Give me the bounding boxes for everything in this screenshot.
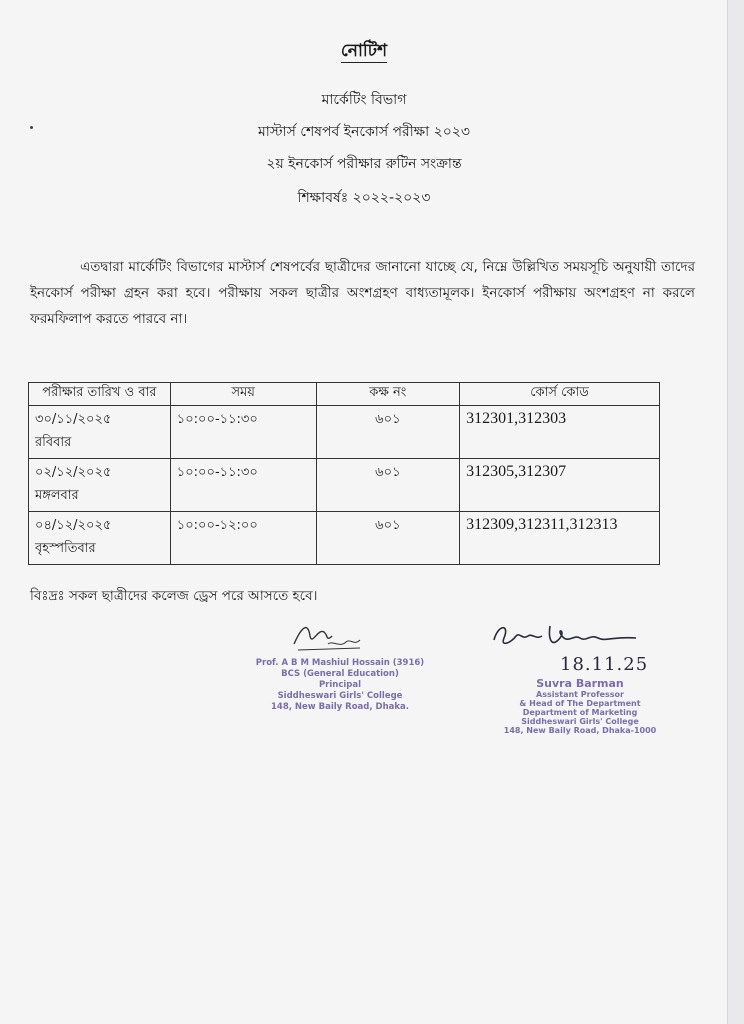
exam-date: ৩০/১১/২০২৫ [35, 412, 112, 427]
room-cell: ৬০১ [316, 512, 460, 565]
notice-title: নোটিশ [340, 41, 388, 61]
table-header-row [29, 383, 660, 406]
time-cell: ১০:০০-১১:৩০ [170, 459, 316, 512]
header-course-code: কোর্স কোড [460, 383, 660, 406]
head-department: Department of Marketing [522, 708, 638, 717]
header-date-day: পরীক্ষার তারিখ ও বার [29, 383, 171, 406]
table-row [29, 459, 660, 512]
exam-routine-table [28, 382, 660, 565]
principal-cadre: BCS (General Education) [281, 669, 399, 679]
head-name: Suvra Barman [536, 677, 624, 690]
table-row [29, 512, 660, 565]
principal-name: Prof. A B M Mashiul Hossain (3916) [255, 658, 425, 668]
stray-dot [30, 126, 33, 129]
dress-code-note: বিঃদ্রঃ সকল ছাত্রীদের কলেজ ড্রেস পরে আসতে হবে। [30, 588, 318, 604]
exam-date: ০৪/১২/২০২৫ [35, 518, 112, 533]
head-role: & Head of The Department [519, 699, 641, 708]
paper-edge [727, 0, 744, 1024]
exam-day: বৃহস্পতিবার [35, 541, 96, 556]
principal-title: Principal [318, 680, 362, 690]
exam-date: ০২/১২/২০২৫ [35, 465, 112, 480]
exam-day: মঙ্গলবার [35, 488, 79, 503]
notice-paragraph: এতদ্বারা মার্কেটিং বিভাগের মাস্টার্স শেষপর্বের ছাত্রীদের জানানো যাচ্ছে যে, নিম্নে উল্লিখিত সময়সূচি অনুযায়ী তাদের ইনকোর্স পরীক্ষা গ্রহন করা হবে। পরীক্ষায় সকল ছাত্রীর অংশগ্রহণ বাধ্যতামূলক। ইনকোর্স পরীক্ষায় অংশগ্রহণ না করলে ফরমফিলাপ করতে পারবে না। [30, 259, 695, 327]
head-signature [490, 618, 640, 654]
table-row [29, 406, 660, 459]
course-code-cell: 312309,312311,312313 [460, 512, 660, 565]
principal-signature [288, 618, 368, 654]
date-day-cell [29, 512, 171, 565]
room-cell: ৬০১ [316, 406, 460, 459]
date-day-cell [29, 459, 171, 512]
session-heading: শিক্ষাবর্ষঃ ২০২২-২০২৩ [297, 190, 431, 206]
department-heading: মার্কেটিং বিভাগ [321, 92, 407, 108]
routine-heading: ২য় ইনকোর্স পরীক্ষার রুটিন সংক্রান্ত [266, 156, 462, 172]
principal-seal [240, 658, 440, 713]
time-cell: ১০:০০-১২:০০ [170, 512, 316, 565]
head-seal [495, 678, 665, 735]
date-day-cell [29, 406, 171, 459]
course-code-cell: 312301,312303 [460, 406, 660, 459]
exam-day: রবিবার [35, 435, 72, 450]
principal-address: 148, New Baily Road, Dhaka. [270, 702, 410, 712]
head-college: Siddheswari Girls' College [521, 717, 639, 726]
time-cell: ১০:০০-১১:৩০ [170, 406, 316, 459]
head-address: 148, New Baily Road, Dhaka-1000 [503, 726, 657, 735]
header-room: কক্ষ নং [316, 383, 460, 406]
signature-date: 18.11.25 [560, 654, 649, 675]
head-title: Assistant Professor [536, 690, 624, 699]
exam-heading: মাস্টার্স শেষপর্ব ইনকোর্স পরীক্ষা ২০২৩ [257, 124, 471, 140]
principal-college: Siddheswari Girls' College [277, 691, 403, 701]
course-code-cell: 312305,312307 [460, 459, 660, 512]
header-time: সময় [170, 383, 316, 406]
room-cell: ৬০১ [316, 459, 460, 512]
